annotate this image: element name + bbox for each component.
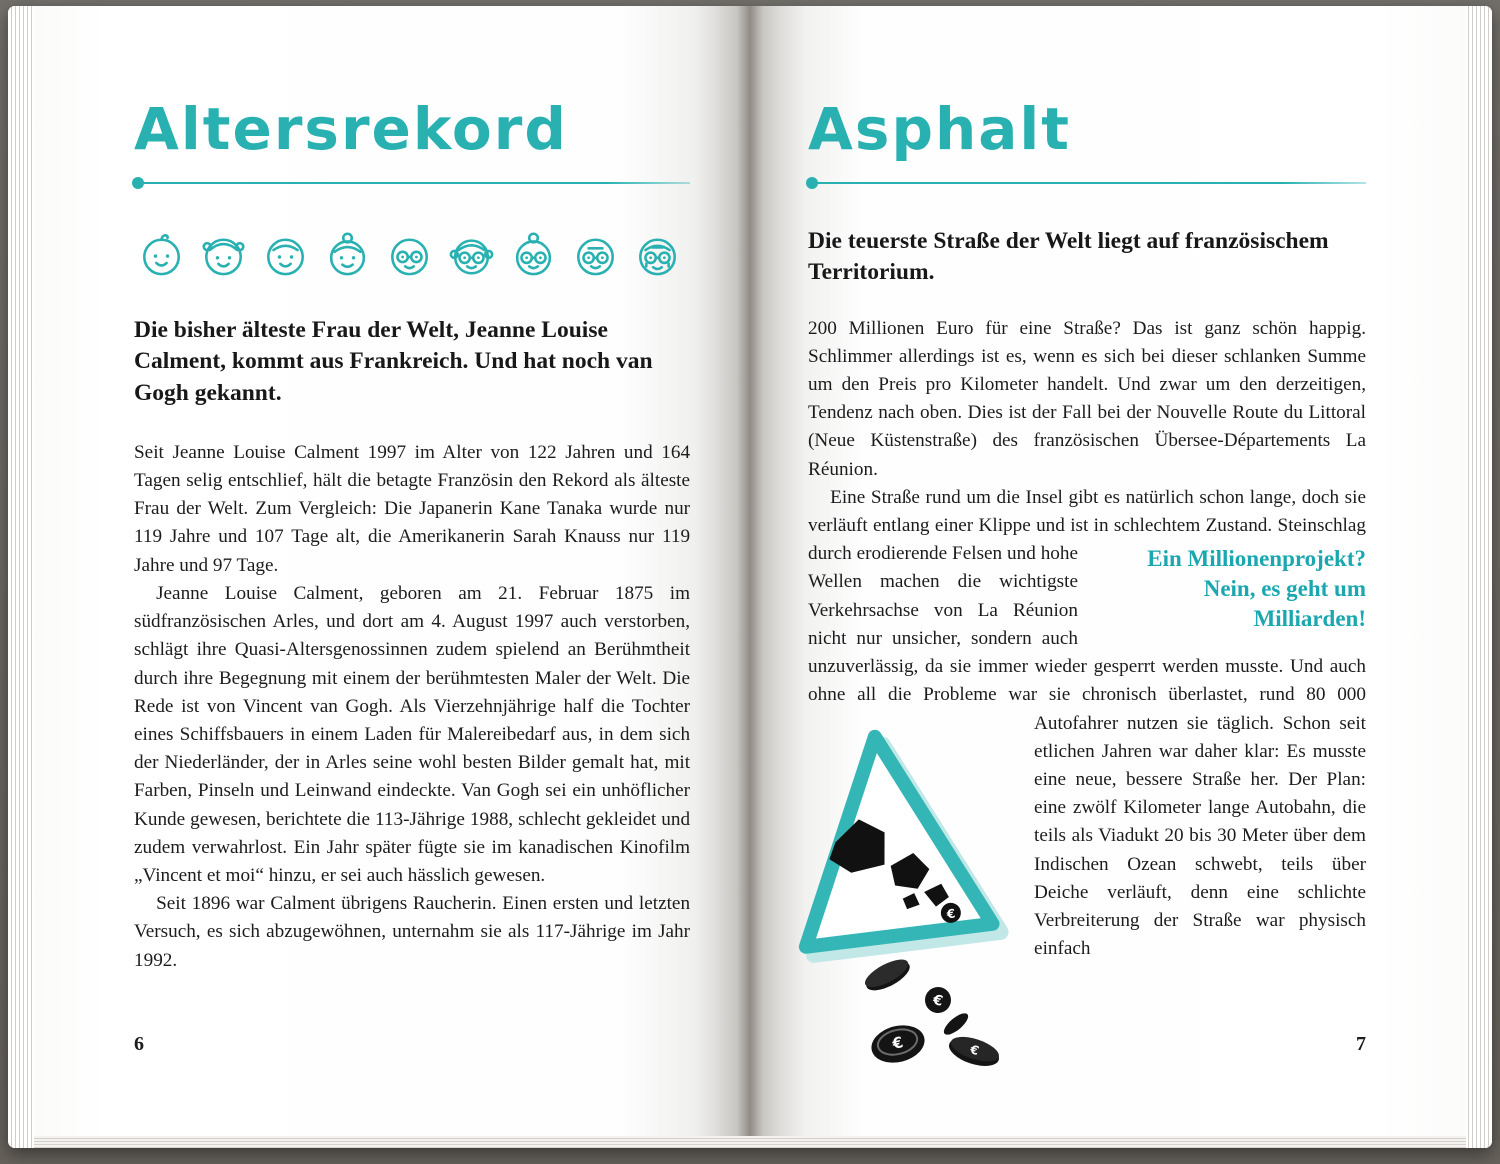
bottom-page-stack-edge — [34, 1136, 1466, 1148]
asphalt-paragraph-2 — [808, 484, 1366, 1058]
asphalt-lede: Die teuerste Straße der Welt liegt auf französischem Territorium. — [808, 228, 1329, 286]
chapter-title-altersrekord: Altersrekord — [134, 95, 568, 163]
young-face-icon — [258, 226, 313, 281]
title-rule-right — [808, 182, 1366, 184]
chapter-title-asphalt: Asphalt — [808, 95, 1072, 163]
page-number-right: 7 — [1356, 1033, 1366, 1055]
adult-bun-face-icon — [320, 226, 375, 281]
falling-euro-coins — [861, 954, 1003, 1071]
glasses-sidebuns-face-icon — [444, 226, 499, 281]
altersrekord-paragraph-3: Seit 1896 war Calment übrigens Raucherin. Einen ersten und letzten Versuch, es sich abzugewöhnen, unternahm sie als 117-Jährige im Jahr 1992. — [134, 893, 691, 971]
svg-text:€: € — [890, 1032, 906, 1053]
paragraph-text: Schon seit etlichen Jahren war daher klar: Es musste eine neue, bessere Straße her. Der Plan: eine zwölf Kilometer lange Autobahn, die teils als Viadukt 20 bis 30 Meter über dem Indischen Ozean schwebt, teils über Deiche verläuft, denn eine schlichte Verbreiterung der Straße war physisch einfach — [1034, 712, 1366, 960]
paragraph-text: Eine Straße rund um die Insel gibt es natürlich schon lange, doch sie verläuft entlang einer Klippe und ist in schlechtem Zustand. — [808, 486, 1366, 537]
asphalt-paragraph-1: 200 Millionen Euro für eine Straße? Das ist ganz schön happig. Schlimmer allerdings ist es, wenn es sich bei dieser schlanken Summe um den Preis pro Kilometer handelt. Und zwar um den derzeitigen, Tendenz nach oben. Dies ist der Fall bei der Nouvelle Route du Littoral (Neue Küstenstraße) des französischen Übersee-Départements La Réunion. — [808, 317, 1366, 480]
older-glasses-face-icon — [506, 226, 561, 281]
left-page-stack-edge — [8, 6, 34, 1148]
page-number-left: 6 — [134, 1033, 144, 1055]
senior-glasses-face-icon — [568, 226, 623, 281]
pull-quote: Ein Millionenprojekt? Nein, es geht um Milliarden! — [1147, 546, 1366, 632]
book-spread — [8, 6, 1492, 1148]
falling-rocks-euro-illustration — [770, 714, 1018, 1058]
baby-face-icon — [134, 226, 189, 281]
title-rule-left — [134, 182, 690, 184]
aging-faces-icon-row — [134, 226, 690, 281]
altersrekord-lede: Die bisher älteste Frau der Welt, Jeanne Louise Calment, kommt aus Frankreich. Und hat noch van Gogh gekannt. — [134, 317, 653, 406]
altersrekord-paragraph-2: Jeanne Louise Calment, geboren am 21. Februar 1875 im südfranzösischen Arles, und dort am 4. August 1997 auch verstorben, schlägt ihre Quasi-Altersgenossinnen zudem spielend an Berühmtheit durch ihre Begegnung mit einem der berühmtesten Maler der Welt. Die Rede ist von Vincent van Gogh. Als Vierzehnjährige half die Tochter eines Schiffsbauers in einem Laden für Malereibedarf aus, in dem sich der Niederländer, der in Arles seine wohl besten Bilder gemalt hat, mit Farben, Pinseln und Leinwand eindeckte. Van Gogh sei ein unhöflicher Kunde gewesen, berichtete die 113-Jährige 1988, schlecht gekleidet und zudem verwahrlost. Ein Jahr später fügte sie im kanadischen Kinofilm „Vincent et moi“ hinzu, er sei auch hässlich gewesen. — [134, 582, 691, 887]
glasses-face-icon — [382, 226, 437, 281]
svg-text:€: € — [968, 1041, 981, 1058]
girl-pigtails-face-icon — [196, 226, 251, 281]
right-page-stack-edge — [1466, 6, 1492, 1148]
altersrekord-paragraph-1: Seit Jeanne Louise Calment 1997 im Alter von 122 Jahren und 164 Tagen selig entschlief, hält die betagte Französin den Rekord als älteste Frau der Welt. Zum Vergleich: Die Japanerin Kane Tanaka wurde nur 119 Jahre und 107 Tage alt, die Amerikanerin Sarah Knauss nur 119 Jahre und 97 Tage. — [134, 441, 691, 576]
svg-text:€: € — [946, 905, 957, 921]
right-page — [750, 6, 1466, 1148]
elderly-face-icon — [630, 226, 685, 281]
paragraph-text: Steinschlag durch erodierende Felsen und hohe Wellen machen die wichtigste Verkehrsachse von La Réunion nicht nur unsicher, sondern auch unzuverlässig, da sie immer wieder gesperrt werden musste. Und auch ohne all die Probleme war sie chronisch überlastet, rund 80 000 Autofahrer nutzen sie täglich. — [808, 515, 1366, 734]
svg-text:€: € — [931, 991, 945, 1010]
left-page — [34, 6, 750, 1148]
